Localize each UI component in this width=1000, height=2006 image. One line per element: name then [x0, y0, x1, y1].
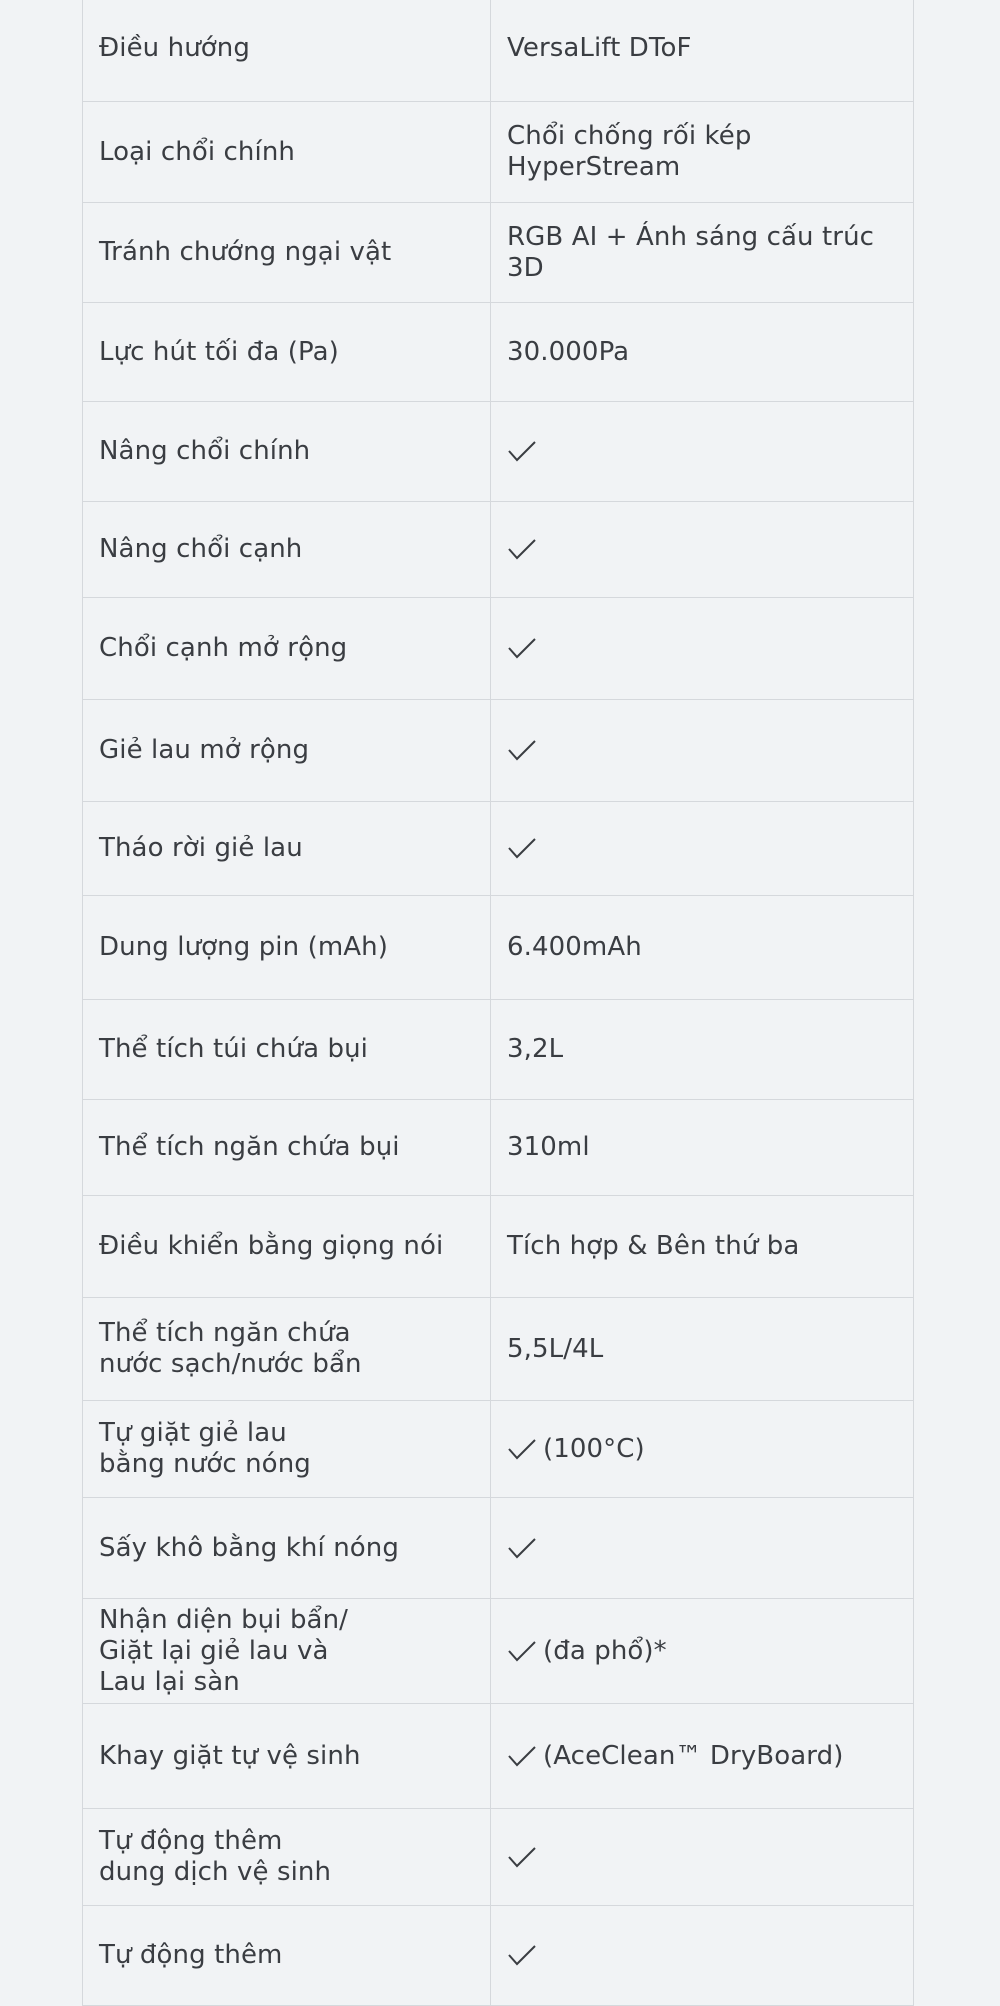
spec-label: [83, 0, 491, 102]
spec-label-text: Thể tích ngăn chứa bụi: [99, 1132, 400, 1162]
spec-value: [491, 700, 914, 802]
spec-label: [83, 896, 491, 1000]
spec-label-text: Thể tích ngăn chứa nước sạch/nước bẩn: [99, 1318, 362, 1379]
spec-row: [83, 598, 914, 700]
spec-label-text: Nhận diện bụi bẩn/ Giặt lại giẻ lau và Lau lại sàn: [99, 1604, 349, 1697]
spec-value: [491, 1599, 914, 1704]
spec-value-text: (100°C): [543, 1433, 645, 1464]
spec-label-text: Tự động thêm dung dịch vệ sinh: [99, 1826, 332, 1887]
check-icon: [507, 1745, 537, 1767]
spec-value-text: 30.000Pa: [507, 336, 630, 367]
spec-label: [83, 1401, 491, 1498]
spec-label: [83, 802, 491, 896]
spec-row: [83, 303, 914, 402]
spec-value: [491, 1704, 914, 1809]
check-icon: [507, 1640, 537, 1662]
spec-label: [83, 598, 491, 700]
spec-row: [83, 802, 914, 896]
spec-label: [83, 1599, 491, 1704]
spec-label-text: Lực hút tối đa (Pa): [99, 336, 339, 367]
spec-value: [491, 1000, 914, 1100]
spec-label-text: Loại chổi chính: [99, 136, 295, 167]
spec-row: [83, 502, 914, 598]
spec-value-text: Chổi chống rối kép HyperStream: [507, 121, 752, 182]
spec-value: [491, 303, 914, 402]
spec-value: [491, 1100, 914, 1196]
spec-value: [491, 502, 914, 598]
spec-table: [82, 0, 914, 2006]
spec-row: [83, 700, 914, 802]
spec-value-text: (đa phổ)*: [543, 1635, 667, 1666]
spec-row: [83, 203, 914, 303]
spec-row: [83, 896, 914, 1000]
spec-value: [491, 1498, 914, 1599]
spec-label-text: Sấy khô bằng khí nóng: [99, 1532, 399, 1563]
check-icon: [507, 837, 537, 859]
spec-label-text: Giẻ lau mở rộng: [99, 735, 310, 765]
spec-label-text: Tự giặt giẻ lau bằng nước nóng: [99, 1418, 311, 1479]
spec-label: [83, 1298, 491, 1401]
spec-label-text: Điều hướng: [99, 33, 250, 63]
spec-value: [491, 402, 914, 502]
spec-row: [83, 1599, 914, 1704]
spec-label: [83, 102, 491, 203]
spec-value: [491, 0, 914, 102]
spec-label: [83, 700, 491, 802]
spec-value: [491, 1906, 914, 2006]
spec-value: [491, 102, 914, 203]
spec-value-text: Tích hợp & Bên thứ ba: [507, 1231, 800, 1261]
spec-label: [83, 1196, 491, 1298]
spec-label: [83, 203, 491, 303]
spec-value: [491, 598, 914, 700]
spec-label-text: Điều khiển bằng giọng nói: [99, 1231, 444, 1261]
check-icon: [507, 739, 537, 761]
spec-label-text: Tháo rời giẻ lau: [99, 833, 303, 863]
spec-value: [491, 1809, 914, 1906]
spec-row: [83, 1000, 914, 1100]
spec-row: [83, 1809, 914, 1906]
spec-row: [83, 1498, 914, 1599]
spec-value-text: 3,2L: [507, 1034, 564, 1064]
spec-value-text: VersaLift DToF: [507, 33, 692, 63]
spec-label-text: Nâng chổi cạnh: [99, 534, 303, 564]
spec-value-text: 5,5L/4L: [507, 1333, 604, 1364]
check-icon: [507, 637, 537, 659]
spec-row: [83, 1100, 914, 1196]
spec-label: [83, 402, 491, 502]
spec-label: [83, 502, 491, 598]
spec-value: [491, 896, 914, 1000]
spec-label: [83, 1906, 491, 2006]
spec-value: [491, 203, 914, 303]
spec-label-text: Tránh chướng ngại vật: [99, 237, 392, 267]
check-icon: [507, 1944, 537, 1966]
spec-row: [83, 1906, 914, 2006]
spec-value-text: (AceClean™ DryBoard): [543, 1740, 844, 1771]
spec-value: [491, 1196, 914, 1298]
spec-row: [83, 1298, 914, 1401]
spec-label-text: Dung lượng pin (mAh): [99, 932, 388, 962]
spec-label: [83, 1000, 491, 1100]
spec-label: [83, 1100, 491, 1196]
check-icon: [507, 1537, 537, 1559]
spec-label-text: Chổi cạnh mở rộng: [99, 633, 348, 663]
spec-row: [83, 1401, 914, 1498]
spec-label: [83, 303, 491, 402]
spec-label: [83, 1704, 491, 1809]
check-icon: [507, 440, 537, 462]
spec-value-text: 6.400mAh: [507, 932, 642, 962]
spec-row: [83, 0, 914, 102]
check-icon: [507, 1846, 537, 1868]
spec-row: [83, 402, 914, 502]
check-icon: [507, 1438, 537, 1460]
spec-label: [83, 1809, 491, 1906]
spec-value: [491, 1401, 914, 1498]
spec-value-text: RGB AI + Ánh sáng cấu trúc 3D: [507, 221, 875, 283]
spec-label: [83, 1498, 491, 1599]
spec-row: [83, 102, 914, 203]
spec-label-text: Tự động thêm: [99, 1940, 283, 1970]
spec-value: [491, 1298, 914, 1401]
spec-label-text: Thể tích túi chứa bụi: [99, 1034, 368, 1064]
spec-row: [83, 1704, 914, 1809]
spec-value-text: 310ml: [507, 1132, 590, 1162]
spec-value: [491, 802, 914, 896]
spec-label-text: Khay giặt tự vệ sinh: [99, 1740, 361, 1771]
check-icon: [507, 538, 537, 560]
spec-label-text: Nâng chổi chính: [99, 436, 311, 466]
spec-row: [83, 1196, 914, 1298]
